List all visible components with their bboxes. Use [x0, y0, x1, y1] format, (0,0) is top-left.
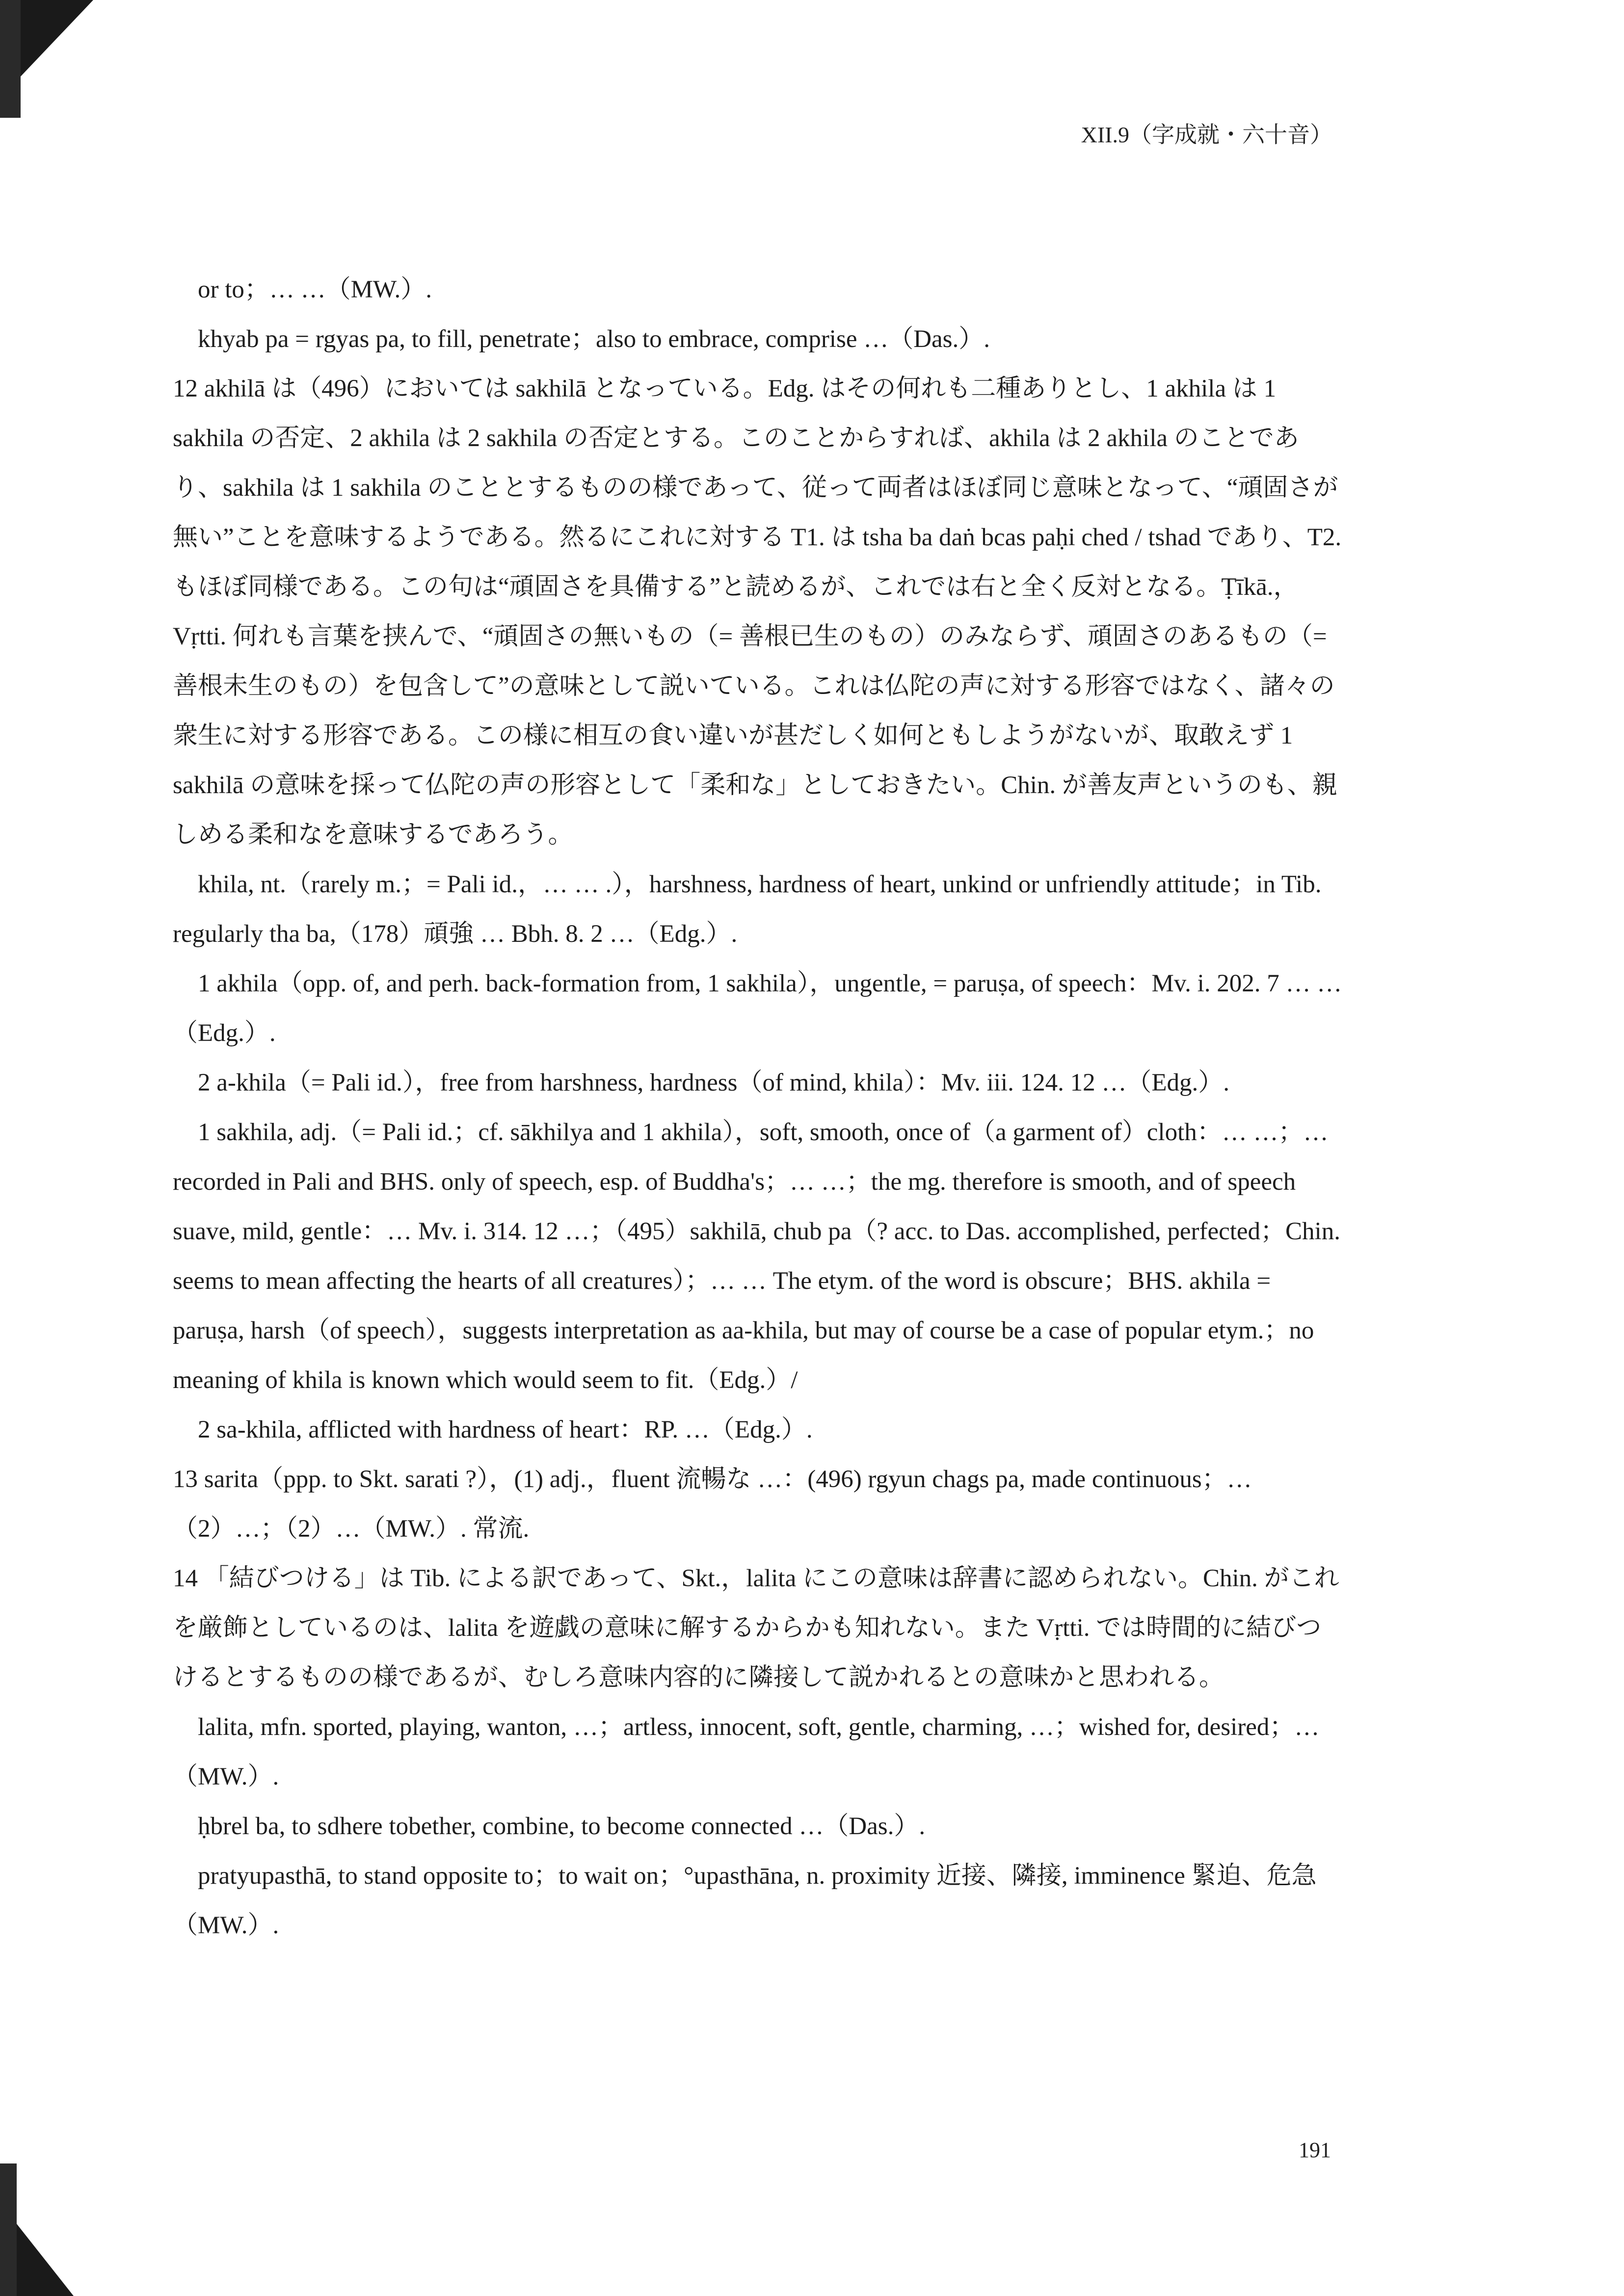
- note-13: 13 sarita（ppp. to Skt. sarati ?），(1) adj.，fluent 流暢な …：(496) rgyun chags pa, made continuous；…（2）…；（2）…（MW.）. 常流.: [173, 1466, 1252, 1543]
- note-12: 12 akhilā は（496）においては sakhilā となっている。Edg. はその何れも二種ありとし、1 akhila は 1 sakhila の否定、2 akhila は 2 sakhila の否定とする。このことからすれば、akhila は 2 akhila のことであり、sakhila は 1 sakhila のこととするものの様であって、従って両者はほぼ同じ意味となって、“頑固さが無い”ことを意味するようである。然るにこれに対する T1. は tsha ba daṅ bcas paḥi ched / tshad であり、T2. もほぼ同様である。この句は“頑固さを具備する”と読めるが、これでは右と全く反対となる。Ṭīkā.，Vṛtti. 何れも言葉を挟んで、“頑固さの無いもの（= 善根已生のもの）のみならず、頑固さのあるもの（= 善根未生のもの）を包含して”の意味として説いている。これは仏陀の声に対する形容ではなく、諸々の衆生に対する形容である。この様に相互の食い違いが甚だしく如何ともしようがないが、取敢えず 1 sakhilā の意味を採って仏陀の声の形容として「柔和な」としておきたい。Chin. が善友声というのも、親しめる柔和なを意味するであろう。: [173, 375, 1342, 849]
- scan-edge-bottom: [0, 2163, 17, 2296]
- page-number: 191: [1299, 2138, 1331, 2162]
- paragraph-khila: khila, nt.（rarely m.；= Pali id.，… … .），harshness, hardness of heart, unkind or unfriendly attitude；in Tib. regularly tha ba,（178）頑強 … Bbh. 8. 2 …（Edg.）.: [173, 871, 1322, 948]
- paragraph-1: or to；… …（MW.）.: [198, 276, 432, 303]
- paragraph-2: khyab pa = rgyas pa, to fill, penetrate；also to embrace, comprise …（Das.）.: [198, 325, 990, 353]
- note-14: 14 「結びつける」は Tib. による訳であって、Skt.，lalita にこの意味は辞書に認められない。Chin. がこれを厳飾としているのは、lalita を遊戯の意味に解するからかも知れない。また Vṛtti. では時間的に結びつけるとするものの様であるが、むしろ意味内容的に隣接して説かれるとの意味かと思われる。: [173, 1565, 1339, 1691]
- scan-edge-top: [0, 0, 21, 118]
- paragraph-lalita: lalita, mfn. sported, playing, wanton, …；artless, innocent, soft, gentle, charming, …；wished for, desired；…（MW.）.: [173, 1713, 1320, 1790]
- paragraph-1-sakhila: 1 sakhila, adj.（= Pali id.；cf. sākhilya and 1 akhila），soft, smooth, once of（a garment of）cloth：… …；… recorded in Pali and BHS. only of speech, esp. of Buddha's；… …；the mg. therefore is smooth, and of speech suave, mild, gentle：… Mv. i. 314. 12 …；（495）sakhilā, chub pa（? acc. to Das. accomplished, perfected；Chin. seems to mean affecting the hearts of all creatures）；… … The etym. of the word is obscure；BHS. akhila = paruṣa, harsh（of speech），suggests interpretation as aa-khila, but may of course be a case of popular etym.；no meaning of khila is known which would seem to fit.（Edg.）/: [173, 1119, 1340, 1394]
- paragraph-pratyupastha: pratyupasthā, to stand opposite to；to wait on；°upasthāna, n. proximity 近接、隣接, imminence 緊迫、危急（MW.）.: [173, 1862, 1317, 1939]
- paragraph-2-akhila: 2 a-khila（= Pali id.），free from harshness, hardness（of mind, khila）：Mv. iii. 124. 12 …（Edg.）.: [198, 1069, 1229, 1096]
- running-head: XII.9（字成就・六十音）: [1081, 122, 1332, 147]
- main-text: [173, 265, 1346, 1950]
- paragraph-1-akhila: 1 akhila（opp. of, and perh. back-formation from, 1 sakhila），ungentle, = paruṣa, of speech：Mv. i. 202. 7 … …（Edg.）.: [173, 970, 1342, 1047]
- paragraph-hbrel-ba: ḥbrel ba, to sdhere tobether, combine, to become connected …（Das.）.: [198, 1813, 926, 1840]
- paragraph-2-sakhila: 2 sa-khila, afflicted with hardness of heart：RP. …（Edg.）.: [198, 1416, 813, 1443]
